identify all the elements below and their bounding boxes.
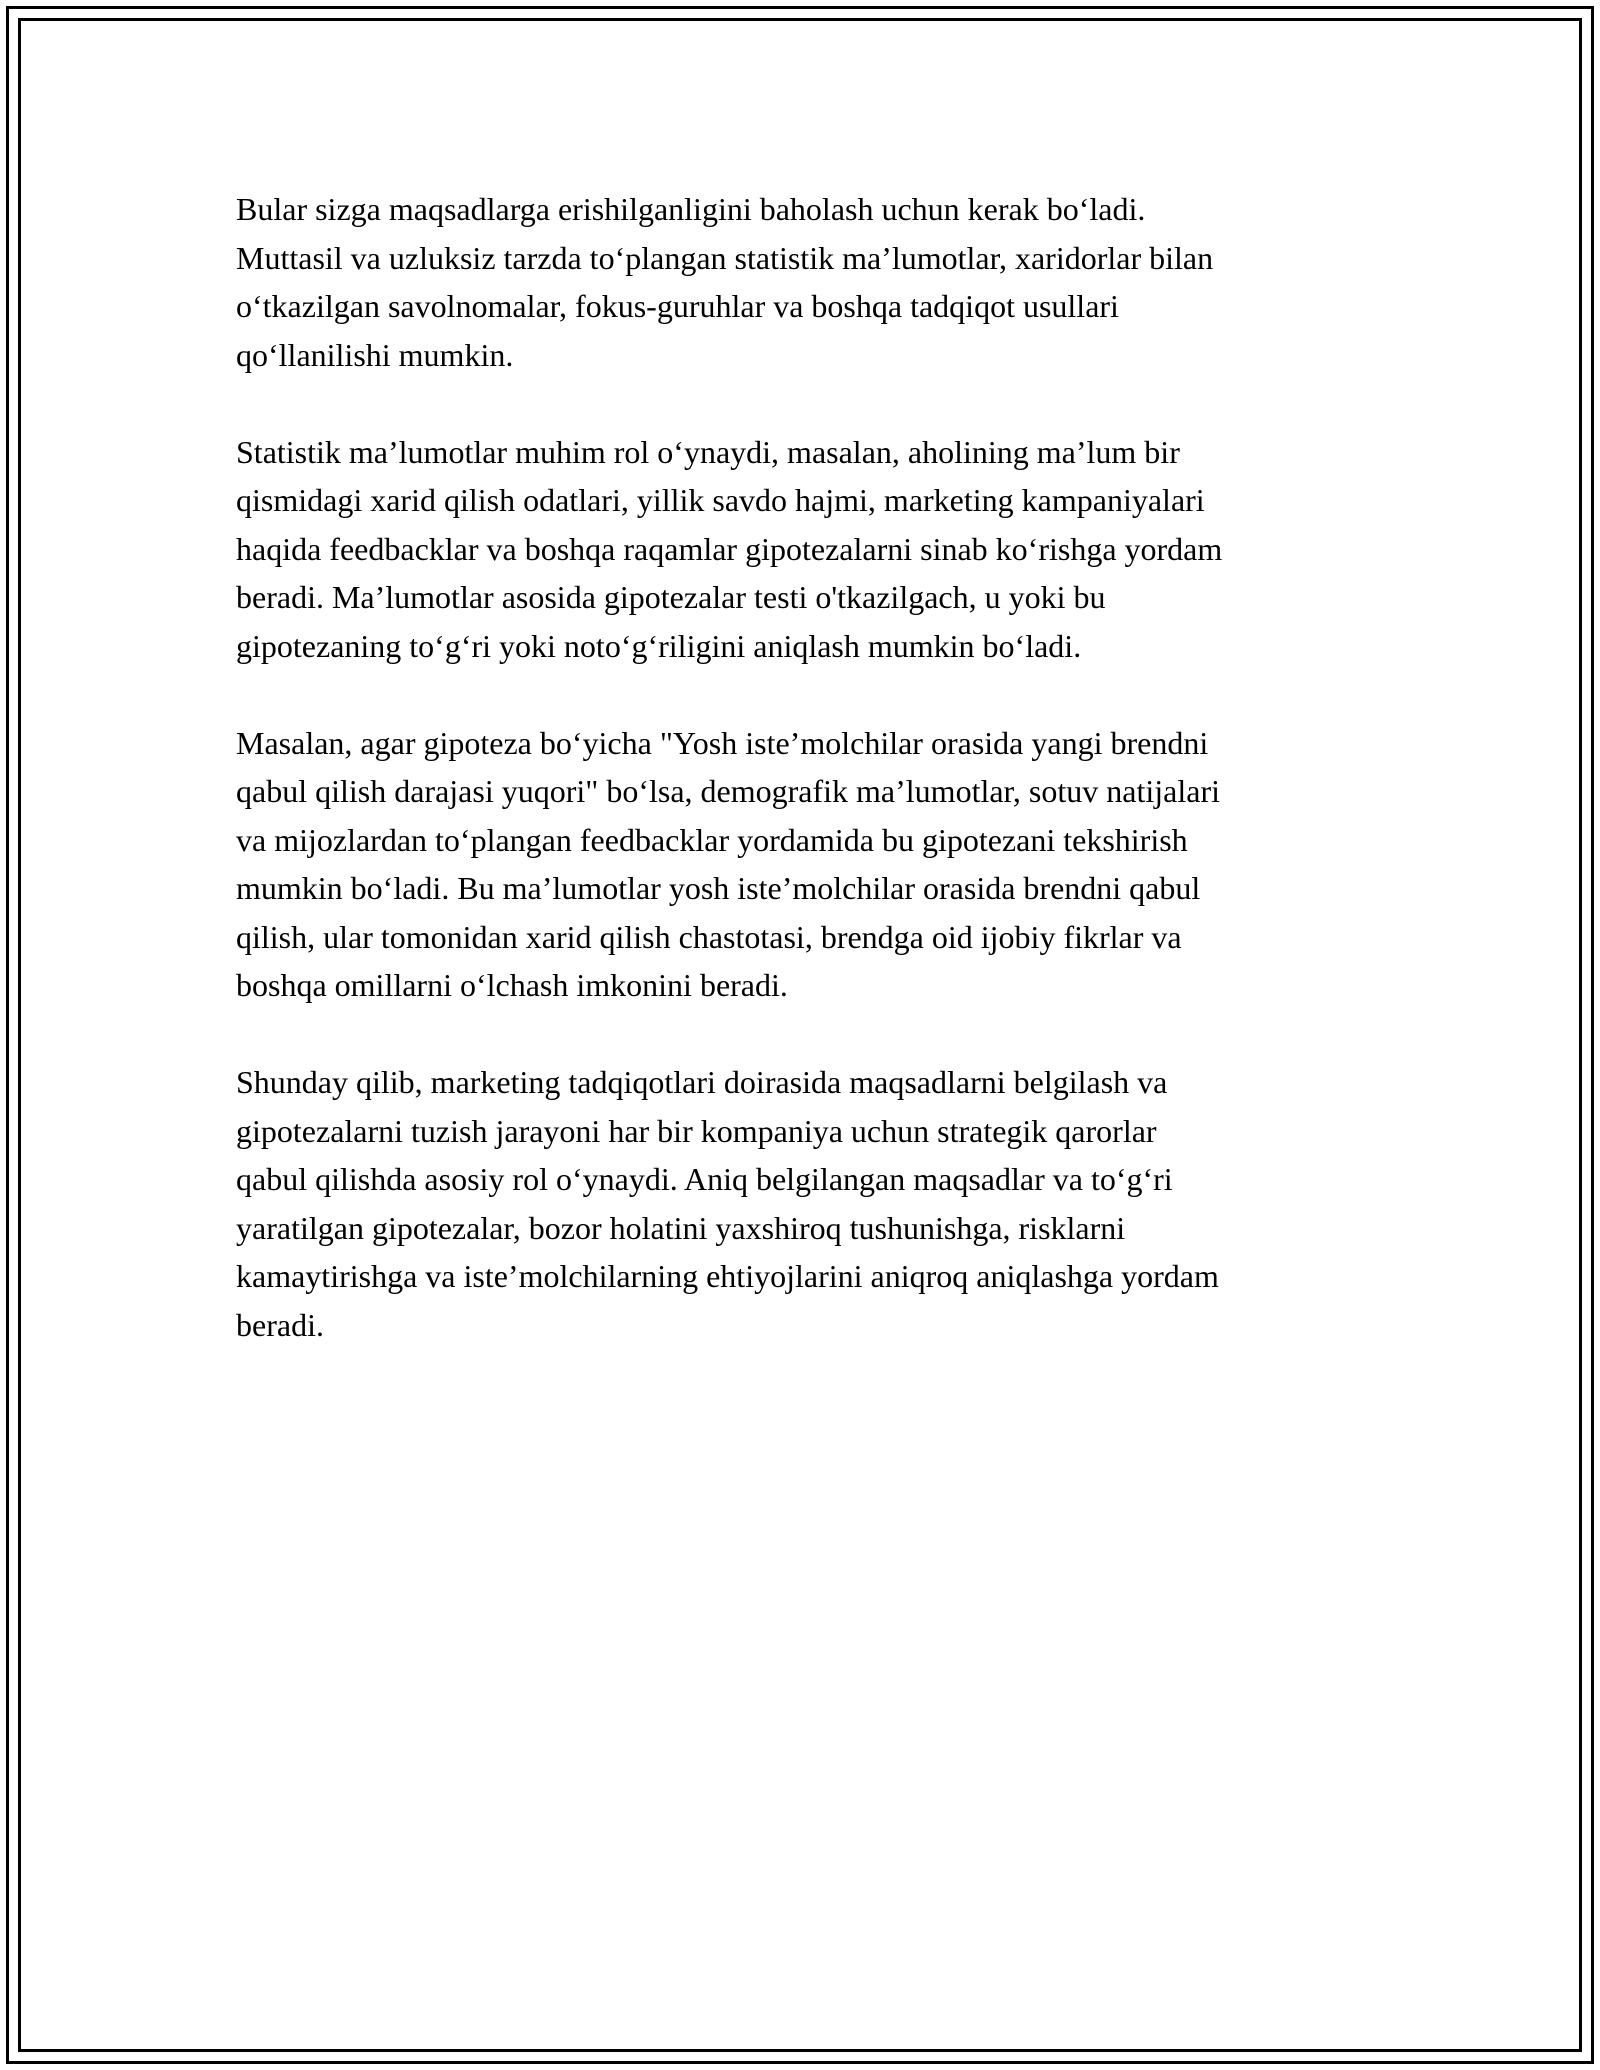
paragraph-line: kamaytirishga va iste’molchilarning ehtiyojlarini aniqroq aniqlashga yordam [236, 1258, 1219, 1294]
paragraph-line: qabul qilishda asosiy rol o‘ynaydi. Aniq belgilangan maqsadlar va to‘g‘ri [236, 1161, 1173, 1197]
paragraph-line: Shunday qilib, marketing tadqiqotlari doirasida maqsadlarni belgilash va [236, 1064, 1168, 1100]
paragraph-line: qilish, ular tomonidan xarid qilish chastotasi, brendga oid ijobiy fikrlar va [236, 918, 1182, 955]
paragraph-line: va mijozlardan to‘plangan feedbacklar yordamida bu gipotezani tekshirish [236, 821, 1188, 858]
paragraph-1 [236, 185, 1376, 379]
paragraph-line: gipotezalarni tuzish jarayoni har bir kompaniya uchun strategik qarorlar [236, 1112, 1157, 1149]
paragraph-line: beradi. Ma’lumotlar asosida gipotezalar testi o'tkazilgach, u yoki bu [236, 579, 1106, 615]
paragraph-line: Muttasil va uzluksiz tarzda to‘plangan statistik ma’lumotlar, xaridorlar bilan [236, 239, 1214, 276]
document-body [236, 185, 1376, 1398]
paragraph-line: boshqa omillarni o‘lchash imkonini beradi. [236, 967, 788, 1003]
paragraph-line: Statistik ma’lumotlar muhim rol o‘ynaydi, masalan, aholining ma’lum bir [236, 433, 1180, 470]
paragraph-4 [236, 1058, 1376, 1349]
paragraph-line: gipotezaning to‘g‘ri yoki noto‘g‘riligini aniqlash mumkin bo‘ladi. [236, 627, 1082, 664]
paragraph-line: beradi. [236, 1306, 324, 1343]
paragraph-line: qismidagi xarid qilish odatlari, yillik savdo hajmi, marketing kampaniyalari [236, 482, 1205, 518]
paragraph-line: o‘tkazilgan savolnomalar, fokus-guruhlar va boshqa tadqiqot usullari [236, 288, 1119, 324]
paragraph-line: qo‘llanilishi mumkin. [236, 336, 514, 373]
paragraph-line: Masalan, agar gipoteza bo‘yicha "Yosh iste’molchilar orasida yangi brendni [236, 724, 1209, 761]
paragraph-line: haqida feedbacklar va boshqa raqamlar gipotezalarni sinab ko‘rishga yordam [236, 530, 1223, 567]
paragraph-line: mumkin bo‘ladi. Bu ma’lumotlar yosh iste’molchilar orasida brendni qabul [236, 870, 1201, 906]
paragraph-2 [236, 428, 1376, 671]
paragraph-3 [236, 719, 1376, 1010]
paragraph-line: qabul qilish darajasi yuqori" bo‘lsa, demografik ma’lumotlar, sotuv natijalari [236, 773, 1220, 809]
paragraph-line: Bular sizga maqsadlarga erishilganligini baholash uchun kerak bo‘ladi. [236, 191, 1146, 227]
paragraph-line: yaratilgan gipotezalar, bozor holatini yaxshiroq tushunishga, risklarni [236, 1209, 1126, 1246]
